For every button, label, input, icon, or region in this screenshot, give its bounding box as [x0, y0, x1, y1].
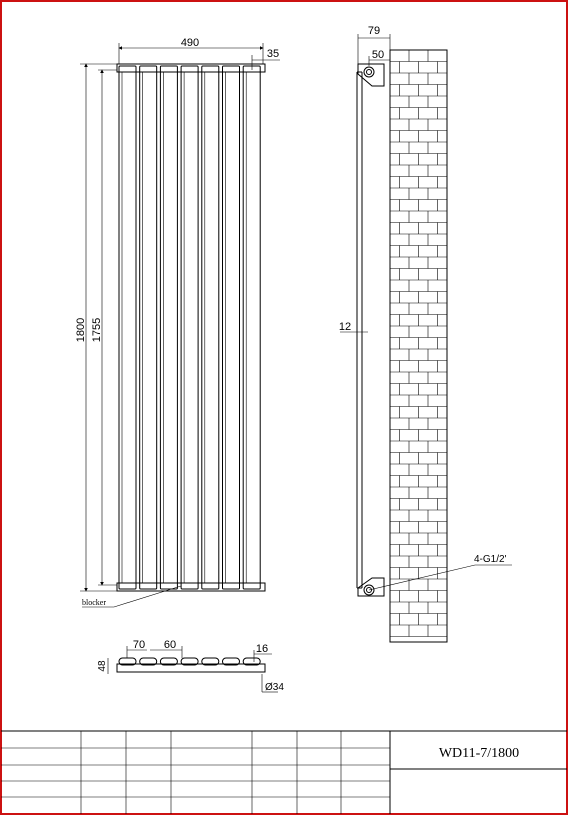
pitch-label: 70: [132, 639, 146, 651]
blocker-label: blocker: [82, 598, 106, 607]
inner-height-label: 1755: [91, 317, 103, 343]
radiator-column: [223, 66, 240, 589]
side-view: [339, 25, 512, 642]
model-number: WD11-7/1800: [438, 746, 520, 761]
width-label: 490: [180, 37, 200, 49]
diameter-label: Ø34: [265, 682, 284, 693]
front-view: [75, 37, 280, 607]
radiator-column: [243, 66, 260, 589]
radiator-column: [119, 66, 136, 589]
radiator-column: [202, 66, 219, 589]
radiator-column: [181, 66, 198, 589]
depth-label: 79: [367, 25, 381, 37]
top-depth-label: 48: [97, 660, 108, 672]
height-label: 1800: [75, 317, 87, 343]
top-view: [97, 639, 284, 693]
panel-label: 12: [338, 321, 352, 333]
pipe-offset-label: 50: [371, 49, 385, 61]
tube-label: 16: [255, 643, 269, 655]
title-block: [1, 731, 567, 814]
radiator-column: [140, 66, 157, 589]
offset-label: 35: [266, 48, 280, 60]
radiator-column: [160, 66, 177, 589]
radiator-columns: [119, 66, 260, 589]
brick-wall: [390, 50, 447, 642]
gap-label: 60: [163, 639, 177, 651]
connection-label: 4-G1/2': [474, 554, 507, 565]
title-block-grid: [1, 731, 390, 814]
